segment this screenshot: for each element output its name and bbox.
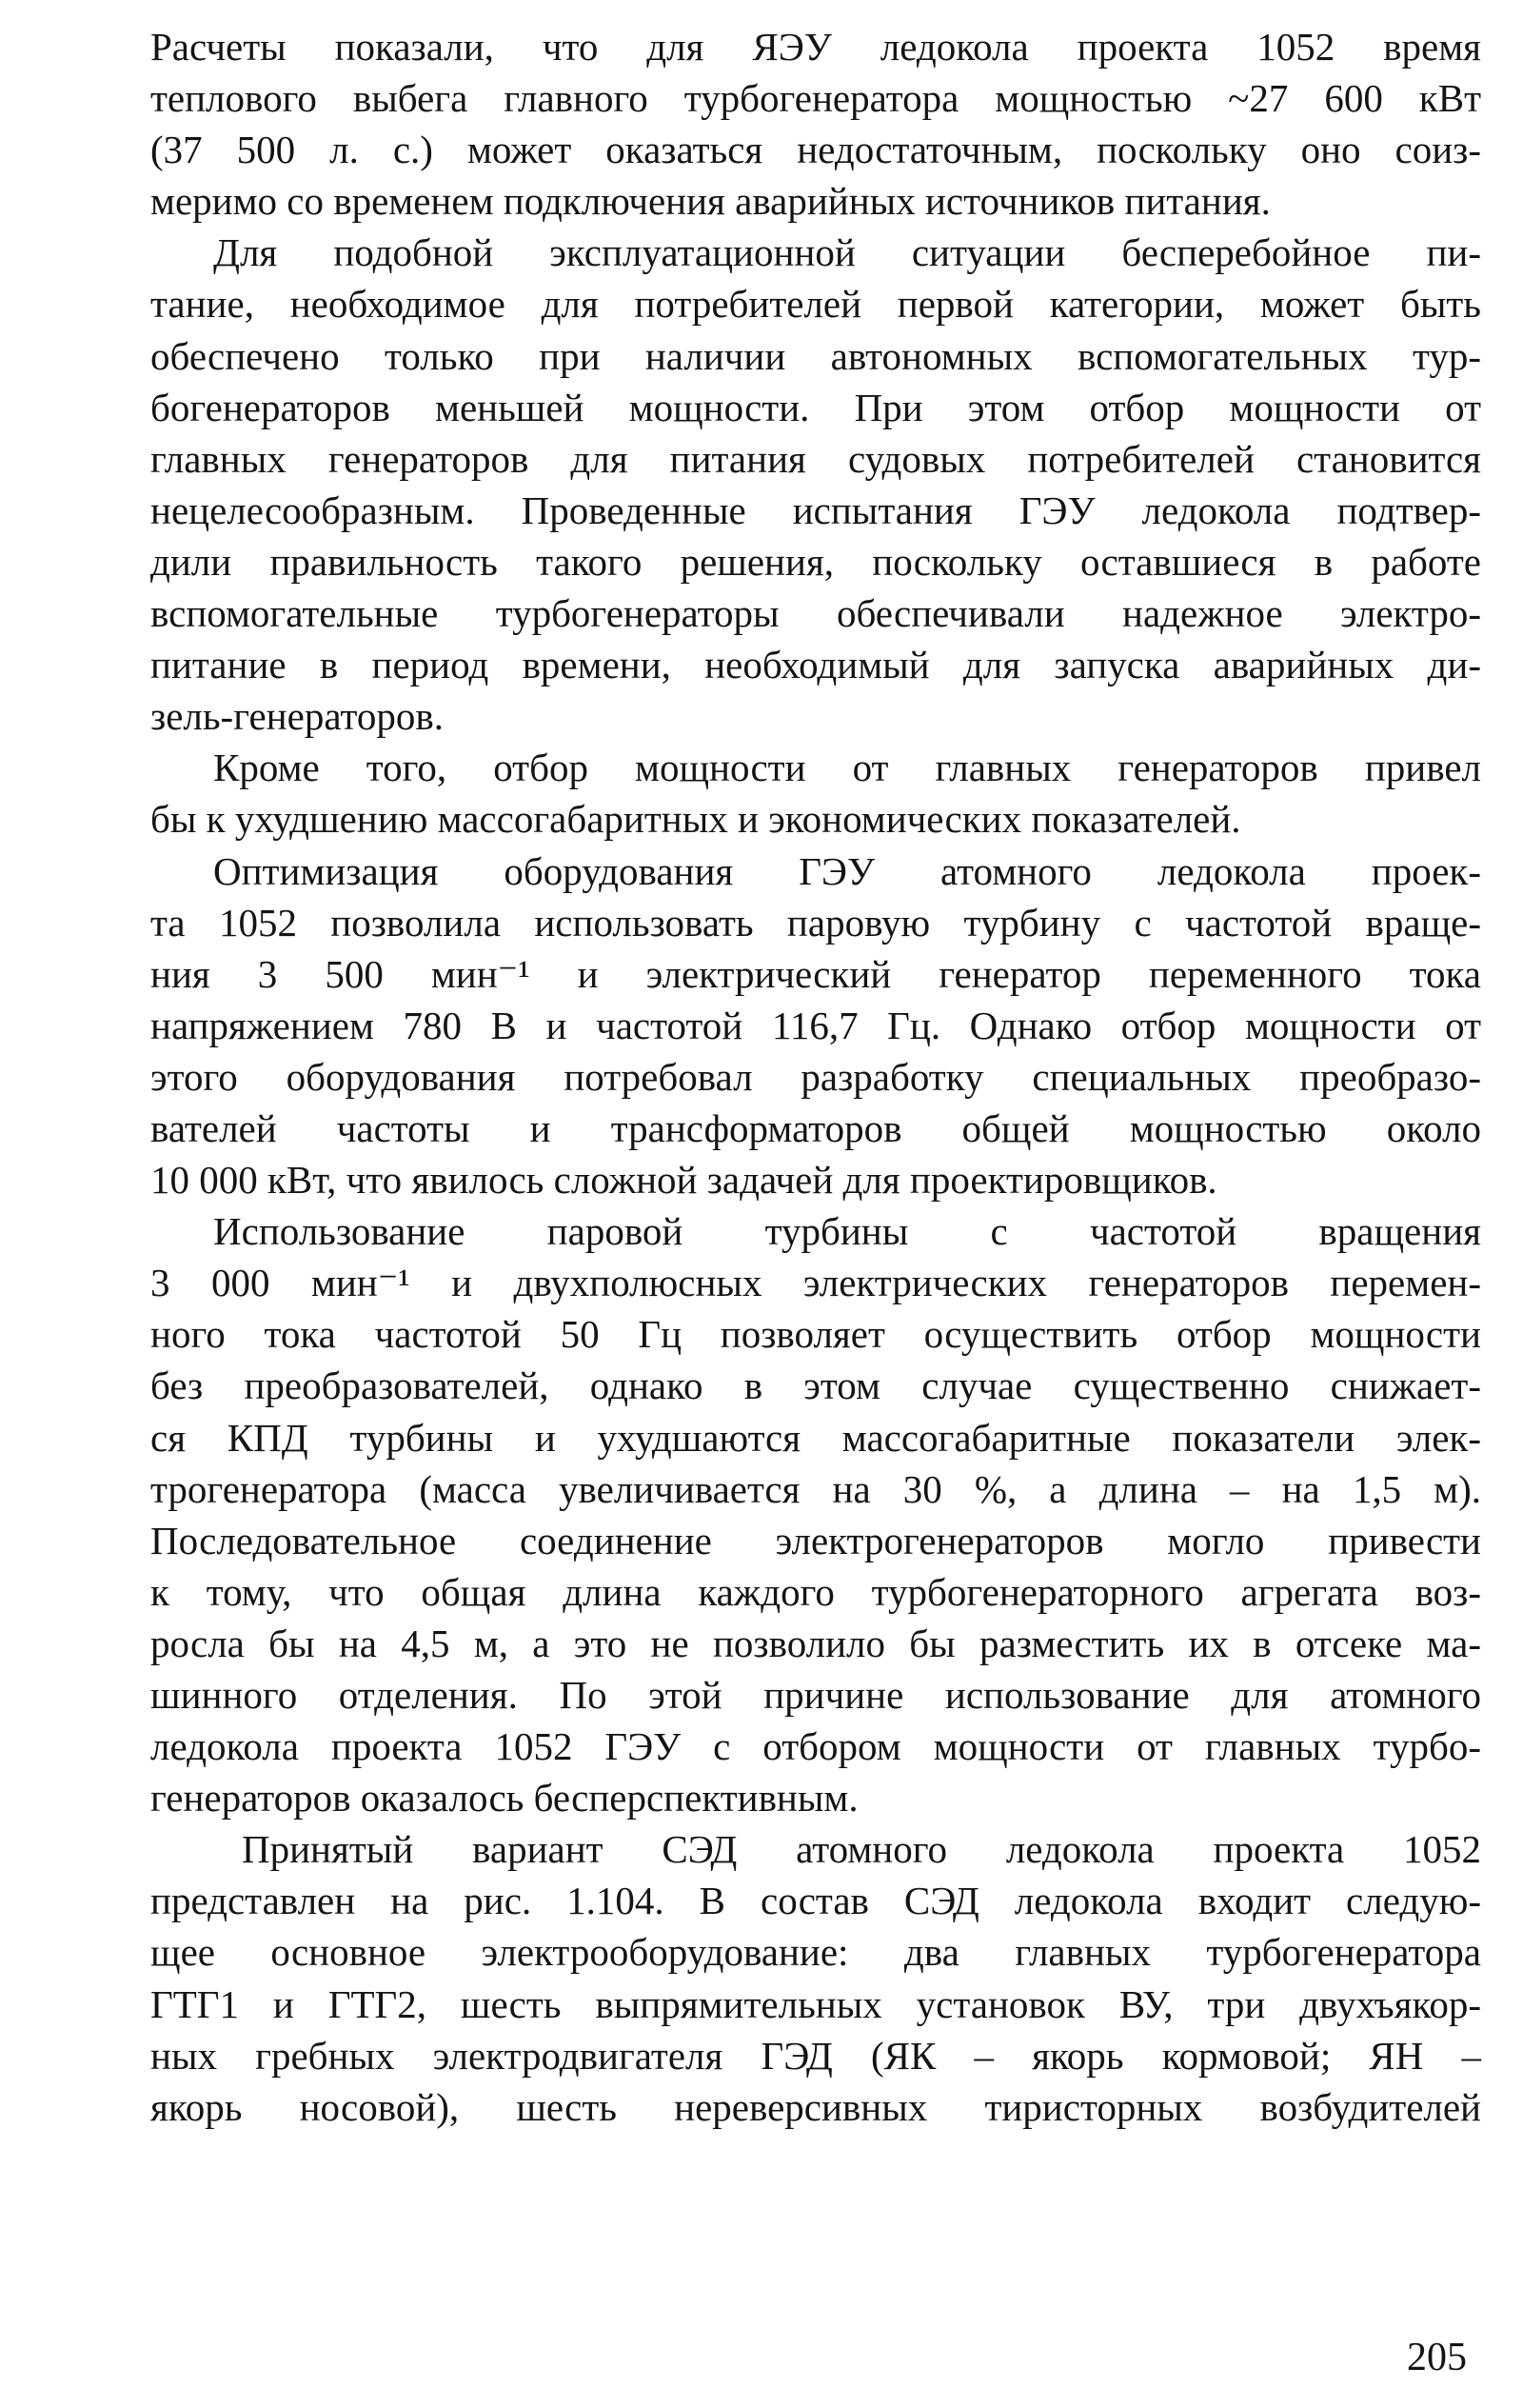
text-line: зель-генераторов. [150, 694, 444, 739]
paragraph [150, 1205, 1481, 1823]
text-line: этого оборудования потребовал разработку специальных преобразо- [150, 1054, 1481, 1099]
text-line: 10 000 кВт, что явилось сложной задачей для проектировщиков. [150, 1158, 1217, 1203]
text-line: Кроме того, отбор мощности от главных генераторов привел [213, 746, 1481, 790]
text-line: бы к ухудшению массогабаритных и экономических показателей. [150, 797, 1241, 842]
text-line: главных генераторов для питания судовых потребителей становится [150, 436, 1481, 481]
text-line: якорь носовой), шесть нереверсивных тиристорных возбудителей [150, 2084, 1481, 2129]
text-line: ных гребных электродвигателя ГЭД (ЯК – якорь кормовой; ЯН – [150, 2033, 1481, 2078]
text-line: напряжением 780 В и частотой 116,7 Гц. Однако отбор мощности от [150, 1003, 1481, 1047]
text-line: Принятый вариант СЭД атомного ледокола проекта 1052 [242, 1827, 1481, 1872]
text-line: без преобразователей, однако в этом случае существенно снижает- [150, 1363, 1481, 1408]
text-line: ния 3 500 мин⁻¹ и электрический генератор переменного тока [150, 951, 1481, 996]
text-line: представлен на рис. 1.104. В состав СЭД ледокола входит следую- [150, 1879, 1481, 1923]
text-line: 3 000 мин⁻¹ и двухполюсных электрических генераторов перемен- [150, 1261, 1481, 1305]
text-line: шинного отделения. По этой причине использование для атомного [150, 1673, 1481, 1717]
body-text [150, 21, 1481, 2133]
text-line: Для подобной эксплуатационной ситуации бесперебойное пи- [213, 230, 1481, 275]
text-line: обеспечено только при наличии автономных вспомогательных тур- [150, 333, 1481, 378]
text-line: питание в период времени, необходимый для запуска аварийных ди- [150, 643, 1481, 687]
text-line: ГТГ1 и ГТГ2, шесть выпрямительных установок ВУ, три двухъякор- [150, 1981, 1481, 2026]
text-line: меримо со временем подключения аварийных источников питания. [150, 179, 1271, 224]
text-line: генераторов оказалось бесперспективным. [150, 1776, 859, 1821]
text-line: теплового выбега главного турбогенератора мощностью ~27 600 кВт [150, 76, 1481, 121]
text-line: щее основное электрооборудование: два главных турбогенератора [150, 1930, 1481, 1975]
text-line: дили правильность такого решения, поскольку оставшиеся в работе [150, 539, 1481, 584]
text-line: нецелесообразным. Проведенные испытания ГЭУ ледокола подтвер- [150, 488, 1481, 532]
text-line: ся КПД турбины и ухудшаются массогабаритные показатели элек- [150, 1415, 1481, 1460]
text-line: трогенератора (масса увеличивается на 30 %, а длина – на 1,5 м). [150, 1466, 1481, 1511]
text-line: к тому, что общая длина каждого турбогенераторного агрегата воз- [150, 1569, 1481, 1614]
text-line: Использование паровой турбины с частотой вращения [213, 1209, 1481, 1254]
paragraph [150, 1823, 1481, 2133]
page-number: 205 [1407, 2336, 1467, 2379]
text-line: ного тока частотой 50 Гц позволяет осуществить отбор мощности [150, 1312, 1481, 1357]
text-line: Оптимизация оборудования ГЭУ атомного ледокола проек- [213, 848, 1481, 893]
text-line: (37 500 л. с.) может оказаться недостаточным, поскольку оно соиз- [150, 128, 1481, 172]
text-line: ледокола проекта 1052 ГЭУ с отбором мощности от главных турбо- [150, 1724, 1481, 1769]
text-line: тание, необходимое для потребителей первой категории, может быть [150, 282, 1481, 327]
text-line: росла бы на 4,5 м, а это не позволило бы разместить их в отсеке ма- [150, 1621, 1481, 1665]
text-line: вспомогательные турбогенераторы обеспечивали надежное электро- [150, 591, 1481, 636]
text-line: Последовательное соединение электрогенераторов могло привести [150, 1518, 1481, 1562]
text-line: вателей частоты и трансформаторов общей мощностью около [150, 1105, 1481, 1150]
paragraph [150, 742, 1481, 845]
paragraph [150, 227, 1481, 742]
paragraph [150, 21, 1481, 227]
text-line: та 1052 позволила использовать паровую турбину с частотой враще- [150, 900, 1481, 945]
paragraph [150, 846, 1481, 1206]
text-line: Расчеты показали, что для ЯЭУ ледокола проекта 1052 время [150, 25, 1481, 69]
text-line: богенераторов меньшей мощности. При этом отбор мощности от [150, 385, 1481, 429]
